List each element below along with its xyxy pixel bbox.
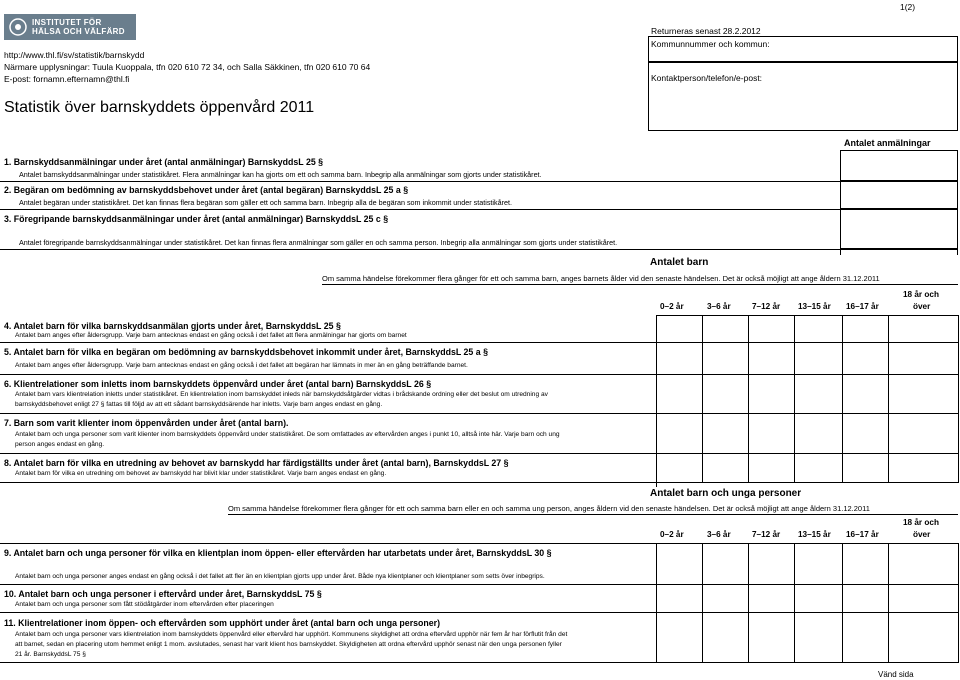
c-q11-col-6-input[interactable] <box>888 612 959 663</box>
q3-input[interactable] <box>840 209 958 249</box>
q1-description: Antalet barnskyddsanmälningar under statistikåret. Flera anmälningar kan ha gjorts om ett och samma barn. Inbegrip alla anmälningar som gjorts under statistikåret. <box>19 170 542 179</box>
contact-person-field[interactable] <box>648 62 958 131</box>
b-q5-col-3-input[interactable] <box>748 342 795 375</box>
c-q9-col-4-input[interactable] <box>794 543 843 585</box>
q10-description: Antalet barn och unga personer som fått stödåtgärder inom eftervården efter placeringen <box>15 601 274 608</box>
c-col-0-2: 0–2 år <box>660 530 684 539</box>
q9-description: Antalet barn och unga personer anges endast en gång också i det fallet att fler än en klientplan gjorts upp under året. Både nya klientplaner och klientplaner som setts över inbegrips. <box>15 573 545 580</box>
header-url: http://www.thl.fi/sv/statistik/barnskydd <box>4 50 145 60</box>
c-q11-col-3-input[interactable] <box>748 612 795 663</box>
b-q6-col-5-input[interactable] <box>842 374 889 414</box>
c-col-18-over-line2: över <box>913 530 931 539</box>
c-q11-col-5-input[interactable] <box>842 612 889 663</box>
q11-description-1: Antalet barn och unga personer vars klientrelation inom barnskyddets öppenvård eller eftervård har upphört. Kommunens skyldighet att ordna eftervård upphör när fem år har förflutit från det <box>15 631 568 638</box>
b-col-16-17: 16–17 år <box>846 302 879 311</box>
thl-emblem-icon <box>8 17 28 37</box>
c-q10-col-6-input[interactable] <box>888 584 959 613</box>
b-q6-col-4-input[interactable] <box>794 374 843 414</box>
b-q8-col-3-input[interactable] <box>748 453 795 483</box>
contact-person-label: Kontaktperson/telefon/e-post: <box>651 73 763 83</box>
c-q10-col-1-input[interactable] <box>656 584 703 613</box>
c-q9-col-5-input[interactable] <box>842 543 889 585</box>
thl-logo <box>4 14 136 40</box>
b-q8-col-1-input[interactable] <box>656 453 703 483</box>
b-col-0-2: 0–2 år <box>660 302 684 311</box>
b-q4-col-4-input[interactable] <box>794 315 843 343</box>
b-q7-col-1-input[interactable] <box>656 413 703 454</box>
c-col-18-over-line1: 18 år och <box>903 518 939 527</box>
c-col-13-15: 13–15 år <box>798 530 831 539</box>
q9-title: 9. Antalet barn och unga personer för vilka en klientplan inom öppen- eller eftervården har utarbetats under året, BarnskyddsL 30 § <box>4 548 552 558</box>
b-q5-col-5-input[interactable] <box>842 342 889 375</box>
q4-description: Antalet barn anges efter åldersgrupp. Varje barn antecknas endast en gång också i det fallet att flera anmälningar har gjorts om barnet <box>15 332 407 339</box>
q11-title: 11. Klientrelationer inom öppen- och eftervården som upphört under året (antal barn och unga personer) <box>4 618 440 628</box>
b-q4-col-2-input[interactable] <box>702 315 749 343</box>
b-q8-col-2-input[interactable] <box>702 453 749 483</box>
header-contact: Närmare upplysningar: Tuula Kuoppala, tfn 020 610 72 34, och Salla Säkkinen, tfn 020 610 70 64 <box>4 62 371 72</box>
b-q6-col-2-input[interactable] <box>702 374 749 414</box>
q3-description: Antalet föregripande barnskyddsanmälningar under statistikåret. Det kan finnas flera anmälningar som gäller en och samma person. Inbegrip alla anmälningar som gjorts under statistikåret. <box>19 238 618 247</box>
b-q7-col-2-input[interactable] <box>702 413 749 454</box>
c-col-7-12: 7–12 år <box>752 530 781 539</box>
logo-line-1: INSTITUTET FÖR <box>32 18 102 27</box>
b-col-7-12: 7–12 år <box>752 302 781 311</box>
c-q10-col-4-input[interactable] <box>794 584 843 613</box>
b-q7-col-6-input[interactable] <box>888 413 959 454</box>
b-q4-col-6-input[interactable] <box>888 315 959 343</box>
q5-description: Antalet barn anges efter åldersgrupp. Varje barn antecknas endast en gång också i det fallet att begäran har lämnats in mer än en gång beträffande barnet. <box>15 362 468 369</box>
b-q6-col-1-input[interactable] <box>656 374 703 414</box>
col-header-reports: Antalet anmälningar <box>844 138 931 148</box>
b-q4-col-3-input[interactable] <box>748 315 795 343</box>
municipality-field[interactable] <box>648 36 958 62</box>
section-b-title: Antalet barn <box>650 257 709 268</box>
q6-description-2: barnskyddsbehovet enligt 27 § fattas till följd av att ett sådant barnskyddsärende har inletts. Varje barn anges endast en gång. <box>15 401 383 408</box>
q11-description-2: att barnet, sedan en placering utom hemmet enligt 1 mom. avslutades, senast har varit klient hos barnskyddet. Skyldigheten att ordna eftervård upphör senast när den unga personen fyller <box>15 641 562 648</box>
b-col-18-over-line1: 18 år och <box>903 290 939 299</box>
b-q4-col-5-input[interactable] <box>842 315 889 343</box>
c-q9-col-1-input[interactable] <box>656 543 703 585</box>
q8-title: 8. Antalet barn för vilka en utredning av behovet av barnskydd har färdigställts under året (antal barn), BarnskyddsL 27 § <box>4 458 509 468</box>
section-c-title: Antalet barn och unga personer <box>650 488 802 499</box>
q7-description-1: Antalet barn och unga personer som varit klienter inom barnskyddets öppenvård under statistikåret. De som omfattades av eftervården anges i punkt 10, alltså inte här. Varje barn och ung <box>15 431 560 438</box>
municipality-label: Kommunnummer och kommun: <box>651 39 770 49</box>
header-email: E-post: fornamn.efternamn@thl.fi <box>4 74 130 84</box>
b-q8-col-5-input[interactable] <box>842 453 889 483</box>
q1-input[interactable] <box>840 150 958 181</box>
b-q4-col-1-input[interactable] <box>656 315 703 343</box>
b-q7-col-5-input[interactable] <box>842 413 889 454</box>
q6-description-1: Antalet barn vars klientrelation inletts under statistikåret. En klientrelation inom barnskyddet inleds när barnskyddsåtgärder vidtas i brådskande ordning eller det beslut om utredning av <box>15 391 548 398</box>
b-col-3-6: 3–6 år <box>707 302 731 311</box>
c-col-16-17: 16–17 år <box>846 530 879 539</box>
q7-title: 7. Barn som varit klienter inom öppenvården under året (antal barn). <box>4 418 289 428</box>
c-q11-col-4-input[interactable] <box>794 612 843 663</box>
q8-description: Antalet barn för vilka en utredning om behovet av barnskydd har blivit klar under statistikåret. Varje barn anges endast en gång. <box>15 470 387 477</box>
b-q5-col-2-input[interactable] <box>702 342 749 375</box>
c-q10-col-5-input[interactable] <box>842 584 889 613</box>
b-q8-col-6-input[interactable] <box>888 453 959 483</box>
c-col-3-6: 3–6 år <box>707 530 731 539</box>
b-q7-col-4-input[interactable] <box>794 413 843 454</box>
c-q10-col-3-input[interactable] <box>748 584 795 613</box>
q11-description-3: 21 år. BarnskyddsL 75 § <box>15 651 86 658</box>
b-q5-col-1-input[interactable] <box>656 342 703 375</box>
section-c-note: Om samma händelse förekommer flera gånger för ett och samma barn eller en och samma ung person, anges åldern vid den senaste händelsen. Det är också möjligt att ange åldern 31.12.2011 <box>228 504 870 513</box>
q2-title: 2. Begäran om bedömning av barnskyddsbehovet under året (antal begäran) BarnskyddsL 25 a § <box>4 185 409 195</box>
c-q11-col-2-input[interactable] <box>702 612 749 663</box>
q6-title: 6. Klientrelationer som inletts inom barnskyddets öppenvård under året (antal barn) BarnskyddsL 26 § <box>4 379 432 389</box>
turn-page-note: Vänd sida <box>878 670 914 679</box>
section-b-note: Om samma händelse förekommer flera gånger för ett och samma barn, anges barnets ålder vid den senaste händelsen. Det är också möjligt att ange åldern 31.12.2011 <box>322 274 880 283</box>
q3-title: 3. Föregripande barnskyddsanmälningar under året (antal anmälningar) BarnskyddsL 25 c § <box>4 214 389 224</box>
q4-title: 4. Antalet barn för vilka barnskyddsanmälan gjorts under året, BarnskyddsL 25 § <box>4 321 341 331</box>
q2-input[interactable] <box>840 181 958 209</box>
q7-description-2: person anges endast en gång. <box>15 441 105 448</box>
page-title: Statistik över barnskyddets öppenvård 2011 <box>4 99 315 116</box>
q1-title: 1. Barnskyddsanmälningar under året (antal anmälningar) BarnskyddsL 25 § <box>4 157 324 167</box>
c-q9-col-2-input[interactable] <box>702 543 749 585</box>
b-q5-col-4-input[interactable] <box>794 342 843 375</box>
q2-description: Antalet begäran under statistikåret. Det kan finnas flera begäran som gäller ett och samma barn. Inbegrip alla de begäran som inkommit under statistikåret. <box>19 198 513 207</box>
c-q9-col-3-input[interactable] <box>748 543 795 585</box>
b-q6-col-6-input[interactable] <box>888 374 959 414</box>
b-q5-col-6-input[interactable] <box>888 342 959 375</box>
c-q9-col-6-input[interactable] <box>888 543 959 585</box>
b-col-13-15: 13–15 år <box>798 302 831 311</box>
b-q6-col-3-input[interactable] <box>748 374 795 414</box>
c-q11-col-1-input[interactable] <box>656 612 703 663</box>
b-col-18-over-line2: över <box>913 302 931 311</box>
return-deadline: Returneras senast 28.2.2012 <box>651 26 761 36</box>
c-q10-col-2-input[interactable] <box>702 584 749 613</box>
logo-line-2: HÄLSA OCH VÄLFÄRD <box>32 27 125 36</box>
q10-title: 10. Antalet barn och unga personer i eftervård under året, BarnskyddsL 75 § <box>4 589 322 599</box>
b-q8-col-4-input[interactable] <box>794 453 843 483</box>
page-number: 1(2) <box>900 2 916 12</box>
b-q7-col-3-input[interactable] <box>748 413 795 454</box>
q5-title: 5. Antalet barn för vilka en begäran om bedömning av barnskyddsbehovet inkommit under året, BarnskyddsL 25 a § <box>4 347 488 357</box>
